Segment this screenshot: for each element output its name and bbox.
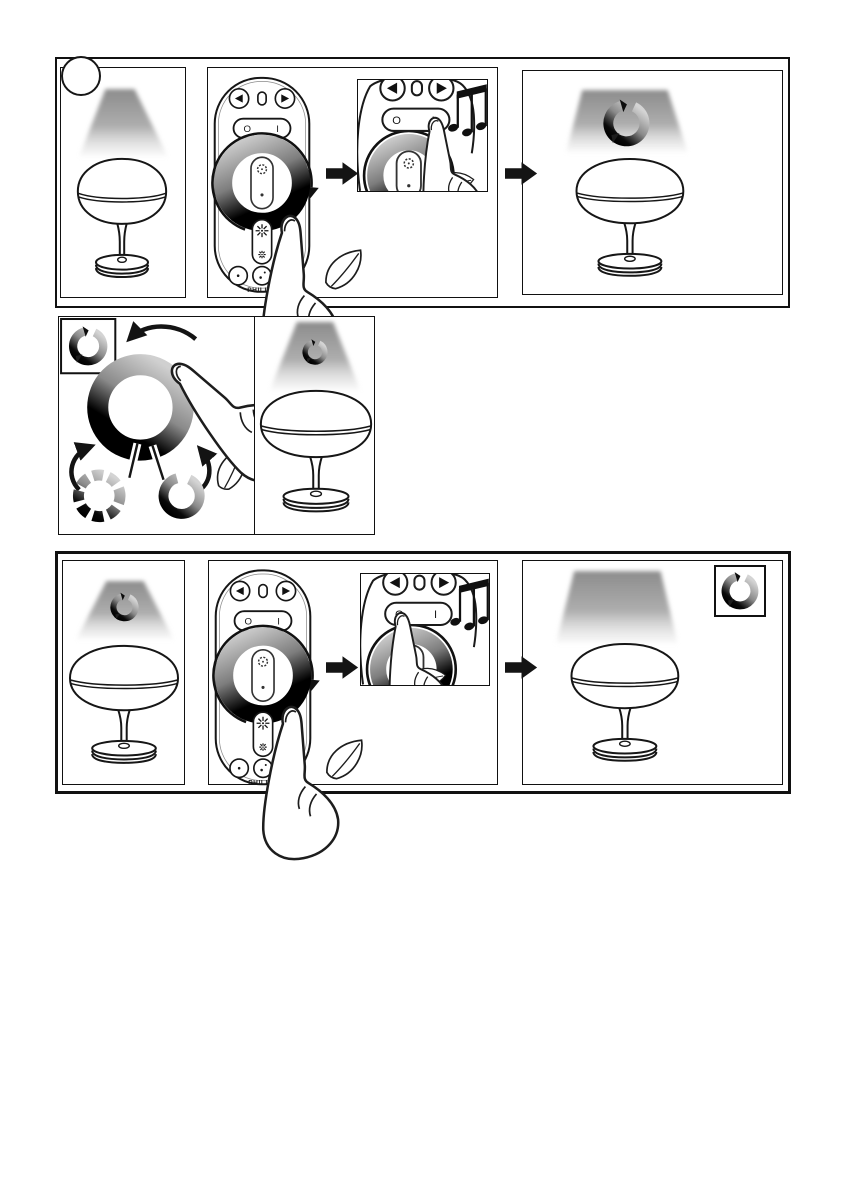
panel-lamp-color-cycle-small — [254, 316, 375, 535]
zoom-inset-press-off — [360, 573, 490, 686]
panel-lamp-white-light — [60, 67, 186, 298]
color-solid-mode-icon — [164, 478, 200, 514]
rotate-arrow-top — [130, 327, 195, 340]
light-beam — [270, 322, 360, 390]
leaf-icon — [321, 740, 370, 781]
panel-lamp-color-cycle — [522, 70, 783, 295]
panel-color-wheel-modes — [58, 316, 255, 535]
arrow-right-icon — [505, 160, 538, 187]
color-cycle-icon-box — [714, 565, 766, 617]
step-badge-circle — [61, 56, 101, 96]
leaf-icon — [320, 250, 369, 291]
arrow-right-icon — [326, 160, 359, 187]
step-row-power-off — [55, 551, 791, 794]
lamp-illustration — [577, 159, 684, 276]
light-beam — [79, 89, 167, 156]
panel-lamp-color-cycle — [62, 560, 185, 785]
lamp-illustration — [70, 646, 178, 763]
lamp-illustration — [78, 159, 166, 277]
panel-lamp-last-color — [522, 560, 783, 785]
step-row-power-on — [55, 57, 790, 308]
arrow-right-icon — [505, 654, 538, 681]
color-wheel-large — [98, 365, 183, 450]
lamp-illustration — [571, 644, 678, 761]
zoom-inset-press-on — [357, 79, 488, 192]
lamp-illustration — [261, 391, 371, 512]
light-beam — [76, 581, 173, 639]
arrow-right-icon — [326, 654, 359, 681]
color-loop-mode-icon — [76, 472, 123, 519]
light-beam — [556, 571, 677, 643]
color-cycle-icon — [726, 572, 755, 607]
